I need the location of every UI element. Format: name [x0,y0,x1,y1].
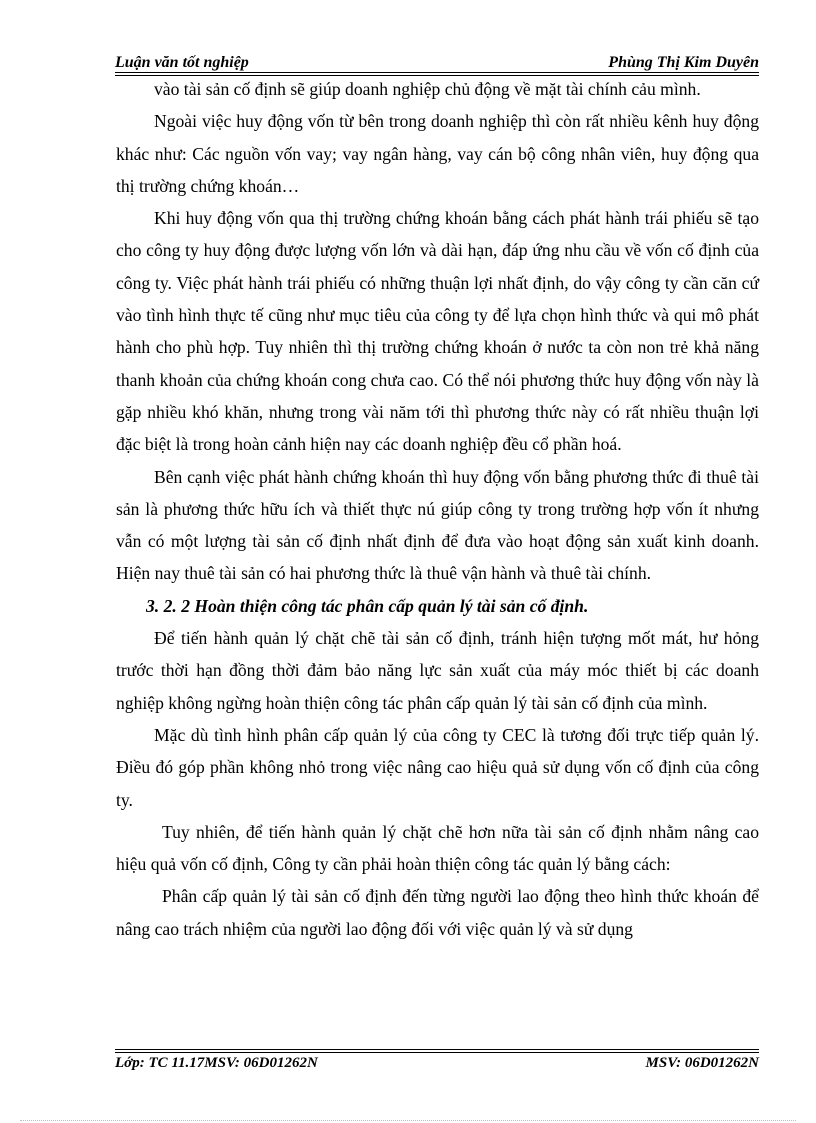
section-heading: 3. 2. 2 Hoàn thiện công tác phân cấp quản lý tài sản cố định. [146,595,589,616]
paragraph-securities-market: Khi huy động vốn qua thị trường chứng khoán bằng cách phát hành trái phiếu sẽ tạo cho công ty huy động được lượng vốn lớn và dài hạn, đáp ứng nhu cầu về vốn cố định của công ty. Việc phát hành trái phiếu có những thuận lợi nhất định, do vậy công ty cần căn cứ vào tình hình thực tế cũng như mục tiêu của công ty để lựa chọn hình thức và qui mô phát hành cho phù hợp. Tuy nhiên thì thị trường chứng khoán ở nước ta còn non trẻ khả năng thanh khoản của chứng khoán cong chưa cao. Có thể nói phương thức huy động vốn này là gặp nhiều khó khăn, nhưng trong vài năm tới thì phương thức này có rất nhiều thuận lợi đặc biệt là trong hoàn cảnh hiện nay các doanh nghiệp đều cổ phần hoá. [116,208,759,455]
paragraph-cec-management: Mặc dù tình hình phân cấp quản lý của công ty CEC là tương đối trực tiếp quản lý. Điều đó góp phần không nhỏ trong việc nâng cao hiệu quả sử dụng vốn cố định của công ty. [116,724,759,810]
page-footer [115,1055,759,1072]
paragraph-asset-leasing: Bên cạnh việc phát hành chứng khoán thì huy động vốn bằng phương thức đi thuê tài sản là phương thức hữu ích và thiết thực nú giúp công ty trong trường hợp vốn ít nhưng vẫn có một lượng tài sản cố định nhất định để đưa vào hoạt động sản xuất kinh doanh. Hiện nay thuê tài sản có hai phương thức là thuê vận hành và thuê tài chính. [116,466,759,584]
footer-student-id: MSV: 06D01262N [645,1055,759,1071]
paragraph-improvement: Tuy nhiên, để tiến hành quản lý chặt chẽ hơn nữa tài sản cố định nhằm nâng cao hiệu quả vốn cố định, Công ty cần phải hoàn thiện công tác quản lý bằng cách: [116,821,759,875]
document-body [116,73,759,945]
header-thesis-label: Luận văn tốt nghiệp [115,54,249,71]
paragraph-funding-channels: Ngoài việc huy động vốn từ bên trong doanh nghiệp thì còn rất nhiều kênh huy động khác như: Các nguồn vốn vay; vay ngân hàng, vay cán bộ công nhân viên, huy động qua thị trường chứng khoán… [116,111,759,196]
header-author-name: Phùng Thị Kim Duyên [608,54,759,71]
paragraph-delegation: Phân cấp quản lý tài sản cố định đến từng người lao động theo hình thức khoán để nâng cao trách nhiệm của người lao động đối với việc quản lý và sử dụng [116,886,759,939]
paragraph-asset-management: Để tiến hành quản lý chặt chẽ tài sản cố định, tránh hiện tượng mốt mát, hư hỏng trước thời hạn đồng thời đảm bảo năng lực sản xuất của máy móc thiết bị các doanh nghiệp không ngừng hoàn thiện công tác phân cấp quản lý tài sản cố định của mình. [116,628,759,713]
footer-divider-secondary [115,1052,759,1053]
footer-class-info: Lớp: TC 11.17MSV: 06D01262N [115,1055,318,1071]
page-edge-dotted-line [20,1120,796,1121]
footer-divider [115,1049,759,1050]
paragraph-continuation: vào tài sản cố định sẽ giúp doanh nghiệp chủ động về mặt tài chính cảu mình. [154,79,701,99]
page-header [115,44,759,72]
